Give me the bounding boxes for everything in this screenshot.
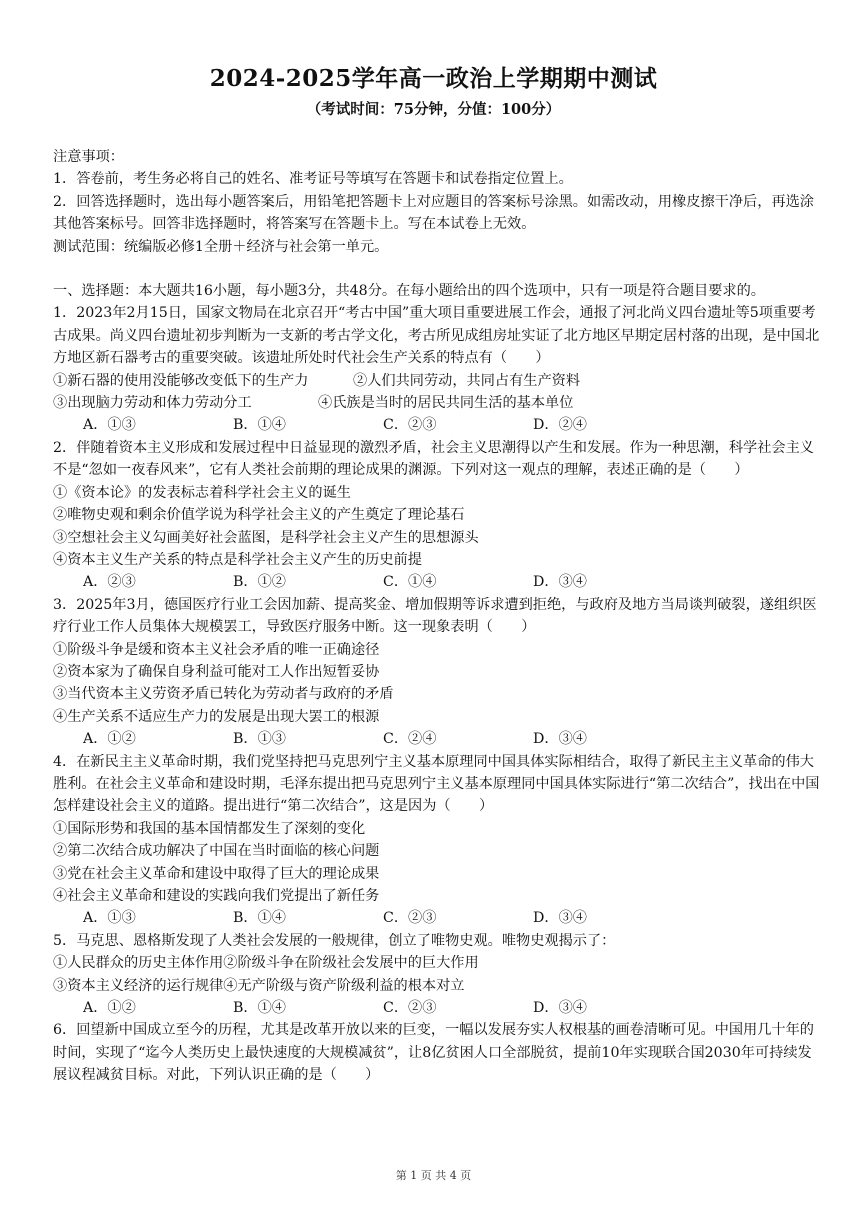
test-scope: 测试范围：统编版必修1全册＋经济与社会第一单元。 — [53, 238, 389, 255]
question-stem: 4．在新民主主义革命时期，我们党坚持把马克思列宁主义基本原理同中国具体实际相结合，取得了新民主主义革命的伟大胜利。在社会主义革命和建设时期，毛泽东提出把马克思列宁主义基本原理同中国具体实际进行“第二次结合”，找出在中国怎样建设社会主义的道路。提出进行“第二次结合”，这是因为（ ） — [53, 753, 820, 815]
option-c: C．②③ — [383, 910, 437, 927]
page-number: 第 1 页 共 4 页 — [395, 1169, 472, 1182]
option-a: A．②③ — [83, 574, 136, 591]
option-d: D．③④ — [533, 910, 587, 927]
option-d: D．③④ — [533, 574, 587, 591]
exam-subtitle: （考试时间：75分钟，分值：100分） — [306, 101, 561, 118]
question-stem: 1．2023年2月15日，国家文物局在北京召开“考古中国”重大项目重要进展工作会，通报了河北尚义四台遗址等5项重要考古成果。尚义四台遗址初步判断为一支新的考古学文化，考古所见成组房址实证了北方地区早期定居村落的出现，是中国北方地区新石器考古的重要突破。该遗址所处时代社会生产关系的特点有（ ） — [53, 305, 820, 367]
statement: ③党在社会主义革命和建设中取得了巨大的理论成果 — [53, 865, 380, 882]
statement: ④社会主义革命和建设的实践向我们党提出了新任务 — [53, 888, 380, 904]
question-stem: 6．回望新中国成立至今的历程，尤其是改革开放以来的巨变，一幅以发展夯实人权根基的画卷清晰可见。中国用几十年的时间，实现了“迄今人类历史上最快速度的大规模减贫”，让8亿贫困人口全部脱贫，提前10年实现联合国2030年可持续发展议程减贫目标。对此，下列认识正确的是（ ） — [53, 1022, 814, 1084]
statement: ①新石器的使用没能够改变低下的生产力 — [53, 372, 309, 389]
option-c: C．②③ — [383, 1000, 437, 1017]
exam-title: 2024-2025学年高一政治上学期期中测试 — [209, 65, 658, 92]
statement: ③资本主义经济的运行规律④无产阶级与资产阶级利益的根本对立 — [53, 977, 465, 994]
statement: ②第二次结合成功解决了中国在当时面临的核心问题 — [53, 843, 380, 860]
notice-item: 1．答卷前，考生务必将自己的姓名、准考证号等填写在答题卡和试卷指定位置上。 — [53, 171, 573, 188]
option-a: A．①② — [83, 731, 136, 748]
option-d: D．②④ — [533, 417, 587, 434]
option-c: C．②③ — [383, 417, 437, 434]
section-heading: 一、选择题：本大题共16小题，每小题3分，共48分。在每小题给出的四个选项中，只有一项是符合题目要求的。 — [53, 283, 765, 300]
question-stem: 2．伴随着资本主义形成和发展过程中日益显现的激烈矛盾，社会主义思潮得以产生和发展。作为一种思潮，科学社会主义不是“忽如一夜春风来”，它有人类社会前期的理论成果的渊源。下列对这一观点的理解，表述正确的是（ ） — [53, 439, 814, 479]
question-stem: 5．马克思、恩格斯发现了人类社会发展的一般规律，创立了唯物史观。唯物史观揭示了： — [53, 932, 616, 949]
option-b: B．①④ — [233, 1000, 286, 1017]
option-a: A．①② — [83, 1000, 136, 1017]
statement: ①阶级斗争是缓和资本主义社会矛盾的唯一正确途径 — [53, 641, 380, 658]
notice-heading: 注意事项： — [53, 149, 124, 165]
statement: ②资本家为了确保自身利益可能对工人作出短暂妥协 — [53, 663, 380, 680]
option-d: D．③④ — [533, 731, 587, 748]
statement: ④资本主义生产关系的特点是科学社会主义产生的历史前提 — [53, 551, 422, 568]
statement: ②唯物史观和剩余价值学说为科学社会主义的产生奠定了理论基石 — [53, 507, 465, 524]
statement: ③空想社会主义勾画美好社会蓝图，是科学社会主义产生的思想源头 — [53, 529, 479, 546]
option-c: C．①④ — [383, 574, 437, 591]
option-b: B．①④ — [233, 417, 286, 434]
answer-options — [53, 414, 823, 436]
statement: ③出现脑力劳动和体力劳动分工 — [53, 395, 252, 412]
answer-options — [53, 907, 823, 929]
exam-body — [53, 146, 823, 1087]
statement-row — [53, 392, 823, 414]
option-b: B．①③ — [233, 731, 286, 748]
statement: ③当代资本主义劳资矛盾已转化为劳动者与政府的矛盾 — [53, 686, 394, 703]
answer-options — [53, 571, 823, 593]
option-d: D．③④ — [533, 1000, 587, 1017]
option-a: A．①③ — [83, 417, 136, 434]
statement: ①人民群众的历史主体作用②阶级斗争在阶级社会发展中的巨大作用 — [53, 955, 479, 972]
answer-options — [53, 997, 823, 1019]
notice-item: 2．回答选择题时，选出每小题答案后，用铅笔把答题卡上对应题目的答案标号涂黑。如需改动，用橡皮擦干净后，再选涂其他答案标号。回答非选择题时，将答案写在答题卡上。写在本试卷上无效。 — [53, 193, 814, 233]
statement: ②人们共同劳动，共同占有生产资料 — [353, 372, 581, 389]
option-a: A．①③ — [83, 910, 136, 927]
statement: ①国际形势和我国的基本国情都发生了深刻的变化 — [53, 820, 366, 837]
question-stem: 3．2025年3月，德国医疗行业工会因加薪、提高奖金、增加假期等诉求遭到拒绝，与政府及地方当局谈判破裂，遂组织医疗行业工作人员集体大规模罢工，导致医疗服务中断。这一现象表明（ ） — [53, 596, 817, 636]
statement-row — [53, 370, 823, 392]
statement: ①《资本论》的发表标志着科学社会主义的诞生 — [53, 484, 351, 501]
statement: ④生产关系不适应生产力的发展是出现大罢工的根源 — [53, 708, 380, 725]
option-c: C．②④ — [383, 731, 437, 748]
option-b: B．①② — [233, 574, 286, 591]
answer-options — [53, 728, 823, 750]
option-b: B．①④ — [233, 910, 286, 927]
statement: ④氏族是当时的居民共同生活的基本单位 — [318, 395, 574, 412]
